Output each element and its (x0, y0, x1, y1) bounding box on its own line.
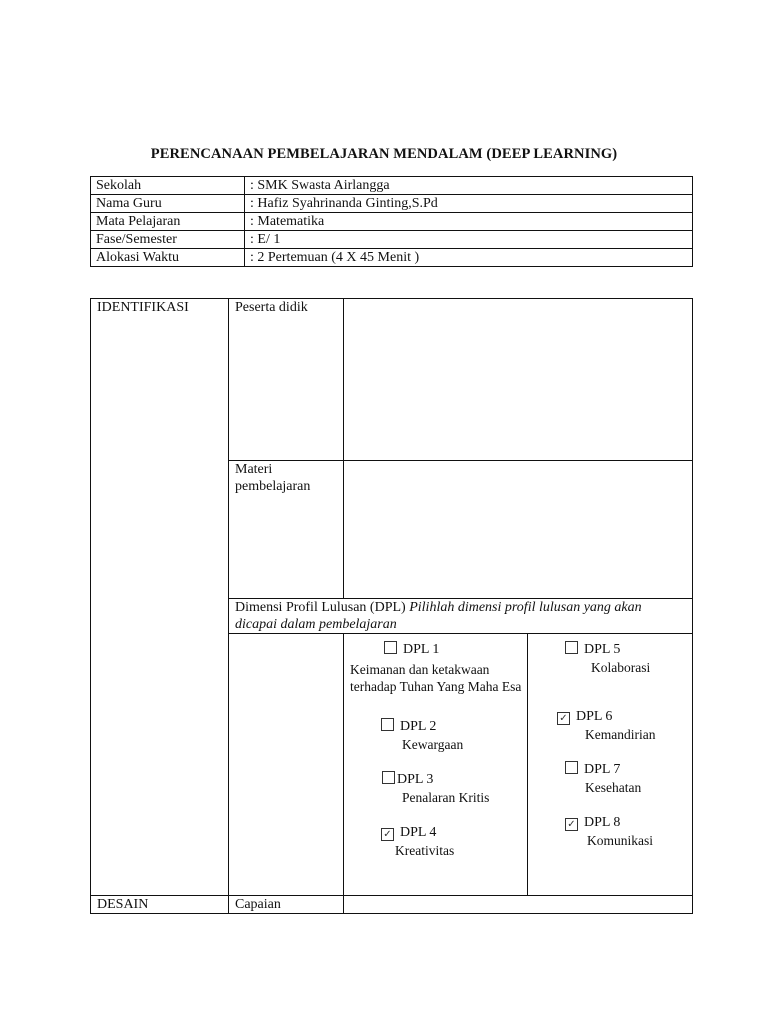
info-row-fase-semester (91, 231, 693, 249)
dpl-heading: Dimensi Profil Lulusan (DPL) (235, 600, 406, 615)
dpl-desc: Kolaborasi (591, 660, 651, 675)
dpl-code: DPL 1 (403, 642, 440, 657)
dpl-code: DPL 8 (584, 815, 621, 830)
dpl-1-description (350, 661, 527, 695)
cell-materi-content[interactable] (344, 461, 693, 599)
dpl-1-desc-line-2: terhadap Tuhan Yang Maha Esa (350, 679, 522, 694)
row-peserta-didik (91, 299, 693, 461)
dpl-desc: Komunikasi (587, 833, 653, 848)
info-value: : E/ 1 (245, 231, 693, 249)
materi-line-1: Materi (235, 462, 273, 477)
dpl-column-left (344, 634, 528, 896)
dpl-code: DPL 6 (576, 709, 613, 724)
dpl-code: DPL 7 (584, 762, 621, 777)
cell-dpl-blank (229, 634, 344, 896)
info-value: : 2 Pertemuan (4 X 45 Menit ) (245, 249, 693, 267)
dpl-code: DPL 5 (584, 642, 621, 657)
label-materi-pembelajaran (229, 461, 344, 599)
info-label: Alokasi Waktu (91, 249, 245, 267)
checkbox-icon[interactable]: ✓ (381, 828, 394, 841)
dpl-heading-cell (229, 599, 693, 634)
row-capaian (91, 896, 693, 914)
dpl-instruction-2: dicapai dalam pembelajaran (235, 617, 397, 632)
planning-table (90, 298, 693, 914)
info-row-mata-pelajaran (91, 213, 693, 231)
info-value: : SMK Swasta Airlangga (245, 177, 693, 195)
document-title: PERENCANAAN PEMBELAJARAN MENDALAM (DEEP LEARNING) (150, 146, 618, 162)
dpl-desc: Penalaran Kritis (402, 790, 490, 805)
checkbox-icon[interactable] (384, 641, 397, 654)
dpl-code: DPL 4 (400, 825, 437, 840)
info-row-nama-guru (91, 195, 693, 213)
checkbox-icon[interactable]: ✓ (557, 712, 570, 725)
dpl-option-7[interactable] (565, 761, 641, 796)
label-capaian: Capaian (229, 896, 344, 914)
info-value: : Matematika (245, 213, 693, 231)
dpl-option-2[interactable] (381, 718, 463, 753)
dpl-option-3[interactable] (382, 771, 489, 806)
info-label: Mata Pelajaran (91, 213, 245, 231)
dpl-desc: Kewargaan (402, 737, 464, 752)
checkbox-icon[interactable] (382, 771, 395, 784)
dpl-option-1[interactable] (384, 641, 439, 658)
dpl-code: DPL 3 (397, 772, 434, 787)
dpl-instruction-1: Pilihlah dimensi profil lulusan yang akan (409, 600, 642, 615)
checkbox-icon[interactable] (565, 641, 578, 654)
info-value: : Hafiz Syahrinanda Ginting,S.Pd (245, 195, 693, 213)
dpl-desc: Kemandirian (585, 727, 656, 742)
dpl-1-desc-line-1: Keimanan dan ketakwaan (350, 662, 490, 677)
cell-peserta-didik-content[interactable] (344, 299, 693, 461)
info-row-sekolah (91, 177, 693, 195)
info-label: Nama Guru (91, 195, 245, 213)
dpl-desc: Kreativitas (395, 843, 455, 858)
materi-line-2: pembelajaran (235, 479, 311, 494)
dpl-column-right (528, 634, 693, 896)
dpl-option-6[interactable] (557, 708, 655, 743)
label-peserta-didik: Peserta didik (229, 299, 344, 461)
info-row-alokasi-waktu (91, 249, 693, 267)
section-desain: DESAIN (91, 896, 229, 914)
dpl-option-8[interactable] (565, 814, 653, 849)
dpl-code: DPL 2 (400, 719, 437, 734)
cell-capaian-content[interactable] (344, 896, 693, 914)
checkbox-icon[interactable] (565, 761, 578, 774)
dpl-option-4[interactable] (381, 824, 454, 859)
info-table (90, 176, 693, 267)
info-label: Fase/Semester (91, 231, 245, 249)
section-identifikasi: IDENTIFIKASI (91, 299, 229, 896)
info-label: Sekolah (91, 177, 245, 195)
dpl-desc: Kesehatan (585, 780, 642, 795)
checkbox-icon[interactable] (381, 718, 394, 731)
checkbox-icon[interactable]: ✓ (565, 818, 578, 831)
dpl-option-5[interactable] (565, 641, 650, 676)
